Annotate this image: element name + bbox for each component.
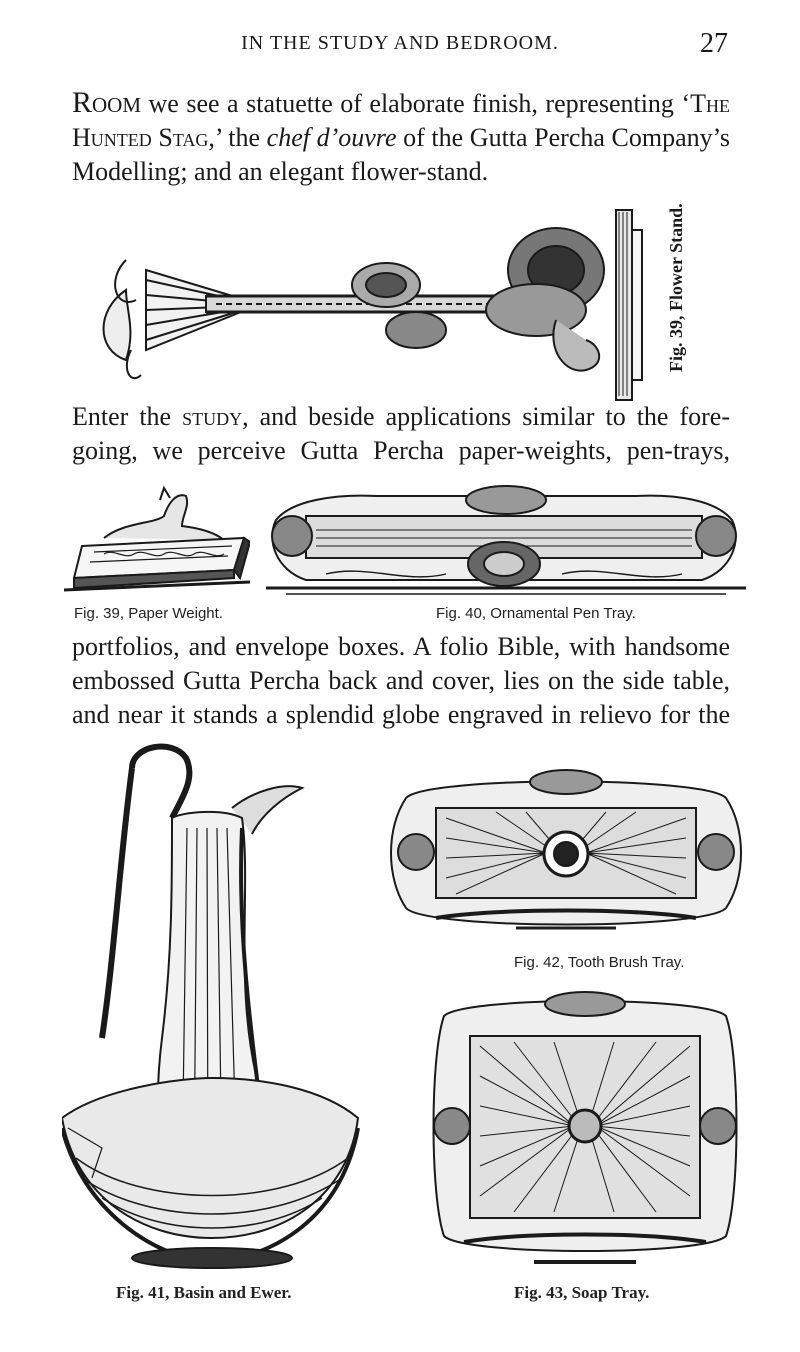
text-span: , and beside applications similar to the fore- bbox=[242, 402, 730, 431]
figure-tooth-brush-tray bbox=[376, 768, 756, 944]
soap-tray-illustration bbox=[424, 986, 746, 1274]
text-span: of the Gutta Percha Company’s bbox=[396, 123, 730, 152]
page-header bbox=[0, 28, 800, 68]
flower-stand-illustration bbox=[86, 200, 646, 410]
figure-basin-ewer bbox=[62, 738, 362, 1272]
paragraph-3-line-3: and near it stands a splendid globe engraved in relievo for the bbox=[72, 700, 730, 729]
text-span-sc: study bbox=[182, 402, 243, 431]
paragraph-1-line-1 bbox=[72, 86, 730, 121]
page-number: 27 bbox=[700, 28, 728, 59]
caption-basin-ewer: Fig. 41, Basin and Ewer. bbox=[116, 1283, 292, 1302]
paragraph-3-line-2: embossed Gutta Percha back and cover, lies on the side table, bbox=[72, 666, 730, 695]
paper-weight-illustration bbox=[64, 482, 250, 598]
caption-tooth-brush-tray: Fig. 42, Tooth Brush Tray. bbox=[514, 954, 685, 971]
caption-flower-stand: Fig. 39, Flower Stand. bbox=[666, 203, 686, 372]
figure-paper-weight bbox=[64, 482, 250, 598]
figure-pen-tray bbox=[256, 480, 752, 600]
paragraph-1-line-2 bbox=[72, 121, 730, 155]
caption-paper-weight: Fig. 39, Paper Weight. bbox=[74, 605, 223, 622]
text-span: Enter the bbox=[72, 402, 183, 431]
drop-word: Room bbox=[72, 86, 142, 119]
tooth-brush-tray-illustration bbox=[376, 768, 756, 944]
paragraph-2-line-1 bbox=[72, 400, 730, 434]
text-span: we see a statuette of elaborate finish, representing ‘ bbox=[141, 89, 691, 118]
figure-soap-tray bbox=[424, 986, 746, 1274]
paragraph-3 bbox=[72, 630, 730, 732]
figure-flower-stand bbox=[86, 200, 646, 410]
paragraph-1-line-3: Modelling; and an elegant flower-stand. bbox=[72, 157, 489, 186]
paragraph-1 bbox=[72, 86, 730, 189]
paragraph-3-line-1: portfolios, and envelope boxes. A folio Bible, with handsome bbox=[72, 632, 730, 661]
caption-pen-tray: Fig. 40, Ornamental Pen Tray. bbox=[436, 605, 636, 622]
text-span: ’ the bbox=[214, 123, 267, 152]
basin-ewer-illustration bbox=[62, 738, 362, 1272]
paragraph-2-line-2: going, we perceive Gutta Percha paper-weights, pen-trays, bbox=[72, 436, 730, 465]
pen-tray-illustration bbox=[256, 480, 752, 600]
running-head: IN THE STUDY AND BEDROOM. bbox=[241, 32, 559, 54]
text-span-sc: The bbox=[690, 89, 730, 118]
caption-soap-tray: Fig. 43, Soap Tray. bbox=[514, 1283, 650, 1302]
paragraph-2 bbox=[72, 400, 730, 468]
text-span-sc: Hunted Stag, bbox=[72, 123, 215, 152]
text-span-italic: chef d’ouvre bbox=[266, 123, 397, 152]
